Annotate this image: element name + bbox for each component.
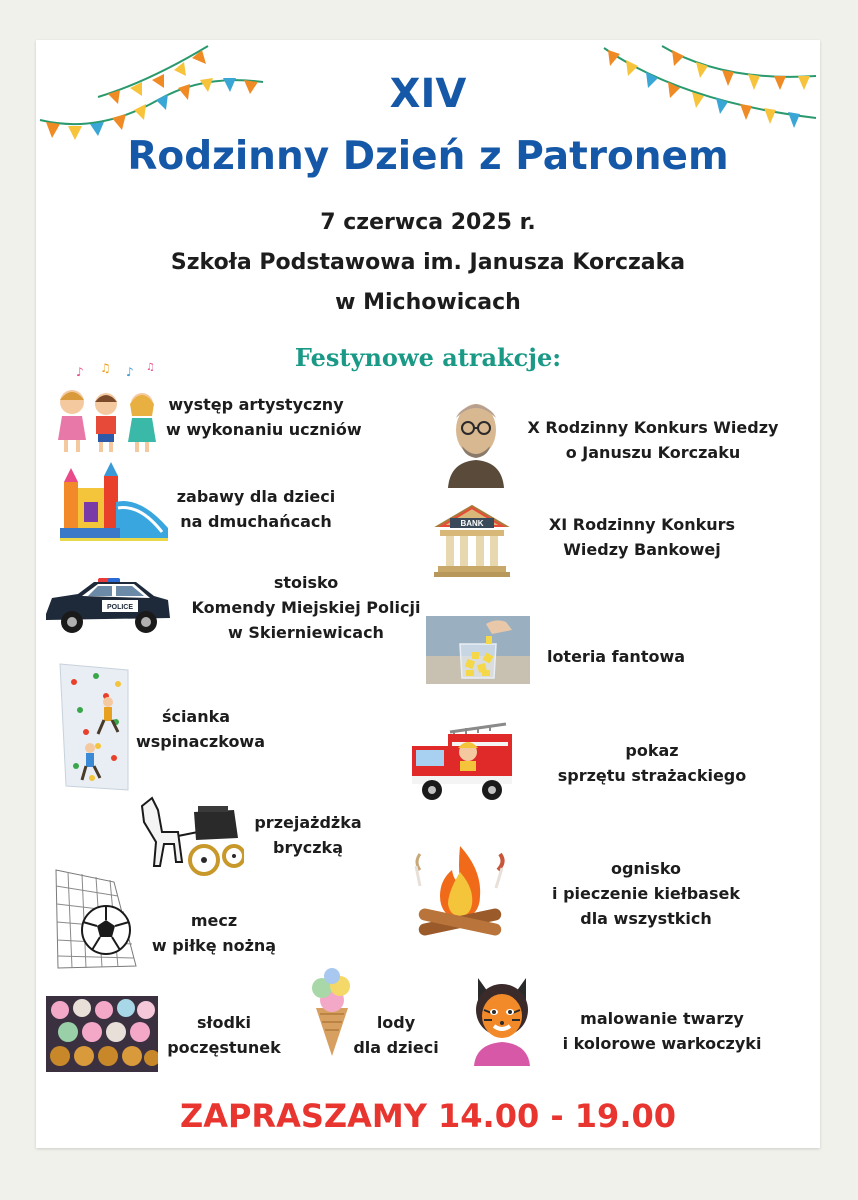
attraction-carriage-line2: bryczką xyxy=(272,838,343,857)
svg-text:♪: ♪ xyxy=(76,365,84,379)
cupcakes-icon xyxy=(46,996,158,1072)
singing-children-icon xyxy=(46,360,166,456)
attraction-bank-line1: XI Rodzinny Konkurs xyxy=(548,515,736,534)
attraction-facepaint-line2: i kolorowe warkoczyki xyxy=(562,1034,762,1053)
horse-carriage-icon xyxy=(134,792,244,884)
bouncy-castle-icon xyxy=(56,462,172,542)
attraction-sweets-line1: słodki xyxy=(196,1013,252,1032)
fire-truck-icon xyxy=(408,722,516,808)
campfire-icon xyxy=(410,842,510,940)
event-date: 7 czerwca 2025 r. xyxy=(320,210,536,235)
attraction-bouncy-line2: na dmuchańcach xyxy=(180,512,332,531)
attraction-performance-line2: w wykonaniu uczniów xyxy=(166,420,362,439)
attraction-lottery-line1: loteria fantowa xyxy=(546,647,686,666)
attraction-bouncy-line1: zabawy dla dzieci xyxy=(176,487,336,506)
attraction-campfire-line1: ognisko xyxy=(610,859,682,878)
football-net-icon xyxy=(54,866,138,970)
attraction-football-line1: mecz xyxy=(190,911,238,930)
bank-building-icon xyxy=(434,502,510,578)
edition-number: XIV xyxy=(389,71,467,117)
lottery-jar-icon xyxy=(426,616,530,684)
face-paint-girl-icon xyxy=(464,970,540,1066)
attraction-korczak-line2: o Januszu Korczaku xyxy=(565,443,741,462)
attraction-police-line2: Komendy Miejskiej Policji xyxy=(191,598,421,617)
attraction-facepaint-line1: malowanie twarzy xyxy=(580,1009,744,1028)
attraction-korczak-line1: X Rodzinny Konkurs Wiedzy xyxy=(527,418,779,437)
climbing-wall-icon xyxy=(56,662,132,792)
police-badge-text: POLICE xyxy=(106,604,134,611)
svg-text:♫: ♫ xyxy=(100,361,111,375)
attraction-firetruck-line1: pokaz xyxy=(625,741,679,760)
attraction-icecream-line1: lody xyxy=(376,1013,416,1032)
attraction-sweets-line2: poczęstunek xyxy=(167,1038,281,1057)
page-title: Rodzinny Dzień z Patronem xyxy=(127,134,729,179)
attraction-performance-line1: występ artystyczny xyxy=(168,395,344,414)
school-name: Szkoła Podstawowa im. Janusza Korczaka xyxy=(170,250,686,275)
poster xyxy=(36,40,820,1148)
attractions-heading: Festynowe atrakcje: xyxy=(294,343,562,372)
bank-badge-text: BANK xyxy=(460,519,484,528)
school-place: w Michowicach xyxy=(335,290,521,315)
attraction-bank-line2: Wiedzy Bankowej xyxy=(563,540,721,559)
police-car-icon xyxy=(42,574,174,638)
attraction-climbing-line2: wspinaczkowa xyxy=(136,732,266,751)
attraction-carriage-line1: przejażdżka xyxy=(254,813,362,832)
footer-invitation: ZAPRASZAMY 14.00 - 19.00 xyxy=(180,1097,676,1135)
attraction-campfire-line3: dla wszystkich xyxy=(580,909,712,928)
attraction-icecream-line2: dla dzieci xyxy=(353,1038,439,1057)
attraction-firetruck-line2: sprzętu strażackiego xyxy=(557,766,747,785)
attraction-police-line1: stoisko xyxy=(273,573,339,592)
attraction-football-line2: w piłkę nożną xyxy=(151,936,277,955)
svg-text:♫: ♫ xyxy=(146,362,155,373)
attraction-climbing-line1: ścianka xyxy=(161,707,231,726)
attraction-police-line3: w Skierniewicach xyxy=(228,623,384,642)
attraction-campfire-line2: i pieczenie kiełbasek xyxy=(552,884,740,903)
svg-text:♪: ♪ xyxy=(126,365,134,379)
korczak-portrait-icon xyxy=(434,388,518,488)
